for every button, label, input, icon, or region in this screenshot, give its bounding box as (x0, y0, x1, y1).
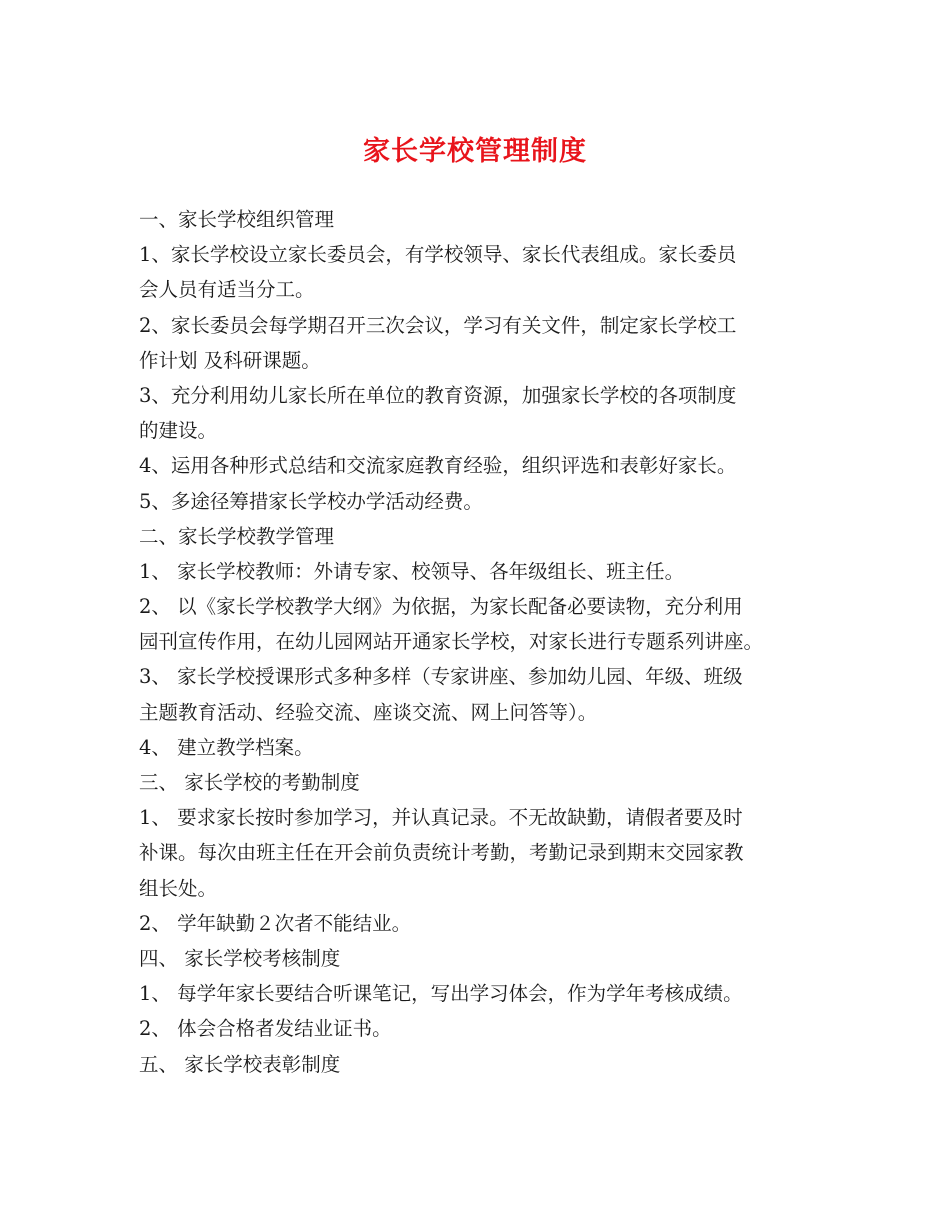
text-line: 1、家长学校设立家长委员会，有学校领导、家长代表组成。家长委员 (139, 243, 737, 267)
document-title: 家长学校管理制度 (363, 136, 587, 167)
text-line: 会人员有适当分工。 (139, 278, 315, 302)
text-line: 2、家长委员会每学期召开三次会议，学习有关文件，制定家长学校工 (139, 313, 737, 337)
text-line: 5、多途径筹措家长学校办学活动经费。 (139, 489, 483, 513)
text-line: 3、充分利用幼儿家长所在单位的教育资源，加强家长学校的各项制度 (139, 383, 737, 407)
text-line: 2、 体会合格者发结业证书。 (139, 1017, 392, 1041)
document-body (139, 202, 829, 1082)
text-line: 2、 以《家长学校教学大纲》为依据，为家长配备必要读物，充分利用 (139, 595, 743, 619)
text-line: 1、 家长学校教师：外请专家、校领导、各年级组长、班主任。 (139, 559, 685, 583)
text-line: 园刊宣传作用，在幼儿园网站开通家长学校，对家长进行专题系列讲座。 (139, 630, 764, 654)
text-line: 1、 每学年家长要结合听课笔记，写出学习体会，作为学年考核成绩。 (139, 982, 743, 1006)
text-line: 3、 家长学校授课形式多种多样（专家讲座、参加幼儿园、年级、班级 (139, 665, 743, 689)
text-line: 的建设。 (139, 419, 218, 443)
text-line: 2、 学年缺勤２次者不能结业。 (139, 911, 412, 935)
text-line: 三、 家长学校的考勤制度 (139, 771, 360, 794)
text-line: 一、家长学校组织管理 (139, 208, 335, 231)
text-line: 主题教育活动、经验交流、座谈交流、网上问答等）。 (139, 700, 598, 724)
text-line: 五、 家长学校表彰制度 (139, 1052, 341, 1076)
text-line: 4、 建立教学档案。 (139, 735, 314, 759)
text-line: 作计划 及科研课题。 (139, 348, 321, 372)
text-line: 1、 要求家长按时参加学习，并认真记录。不无故缺勤，请假者要及时 (139, 806, 743, 830)
text-line: 二、家长学校教学管理 (139, 524, 335, 548)
text-line: 四、 家长学校考核制度 (139, 946, 341, 970)
text-line: 组长处。 (139, 876, 218, 900)
text-line: 补课。每次由班主任在开会前负责统计考勤，考勤记录到期末交园家教 (139, 841, 744, 865)
text-line: 4、运用各种形式总结和交流家庭教育经验，组织评选和表彰好家长。 (139, 454, 737, 478)
